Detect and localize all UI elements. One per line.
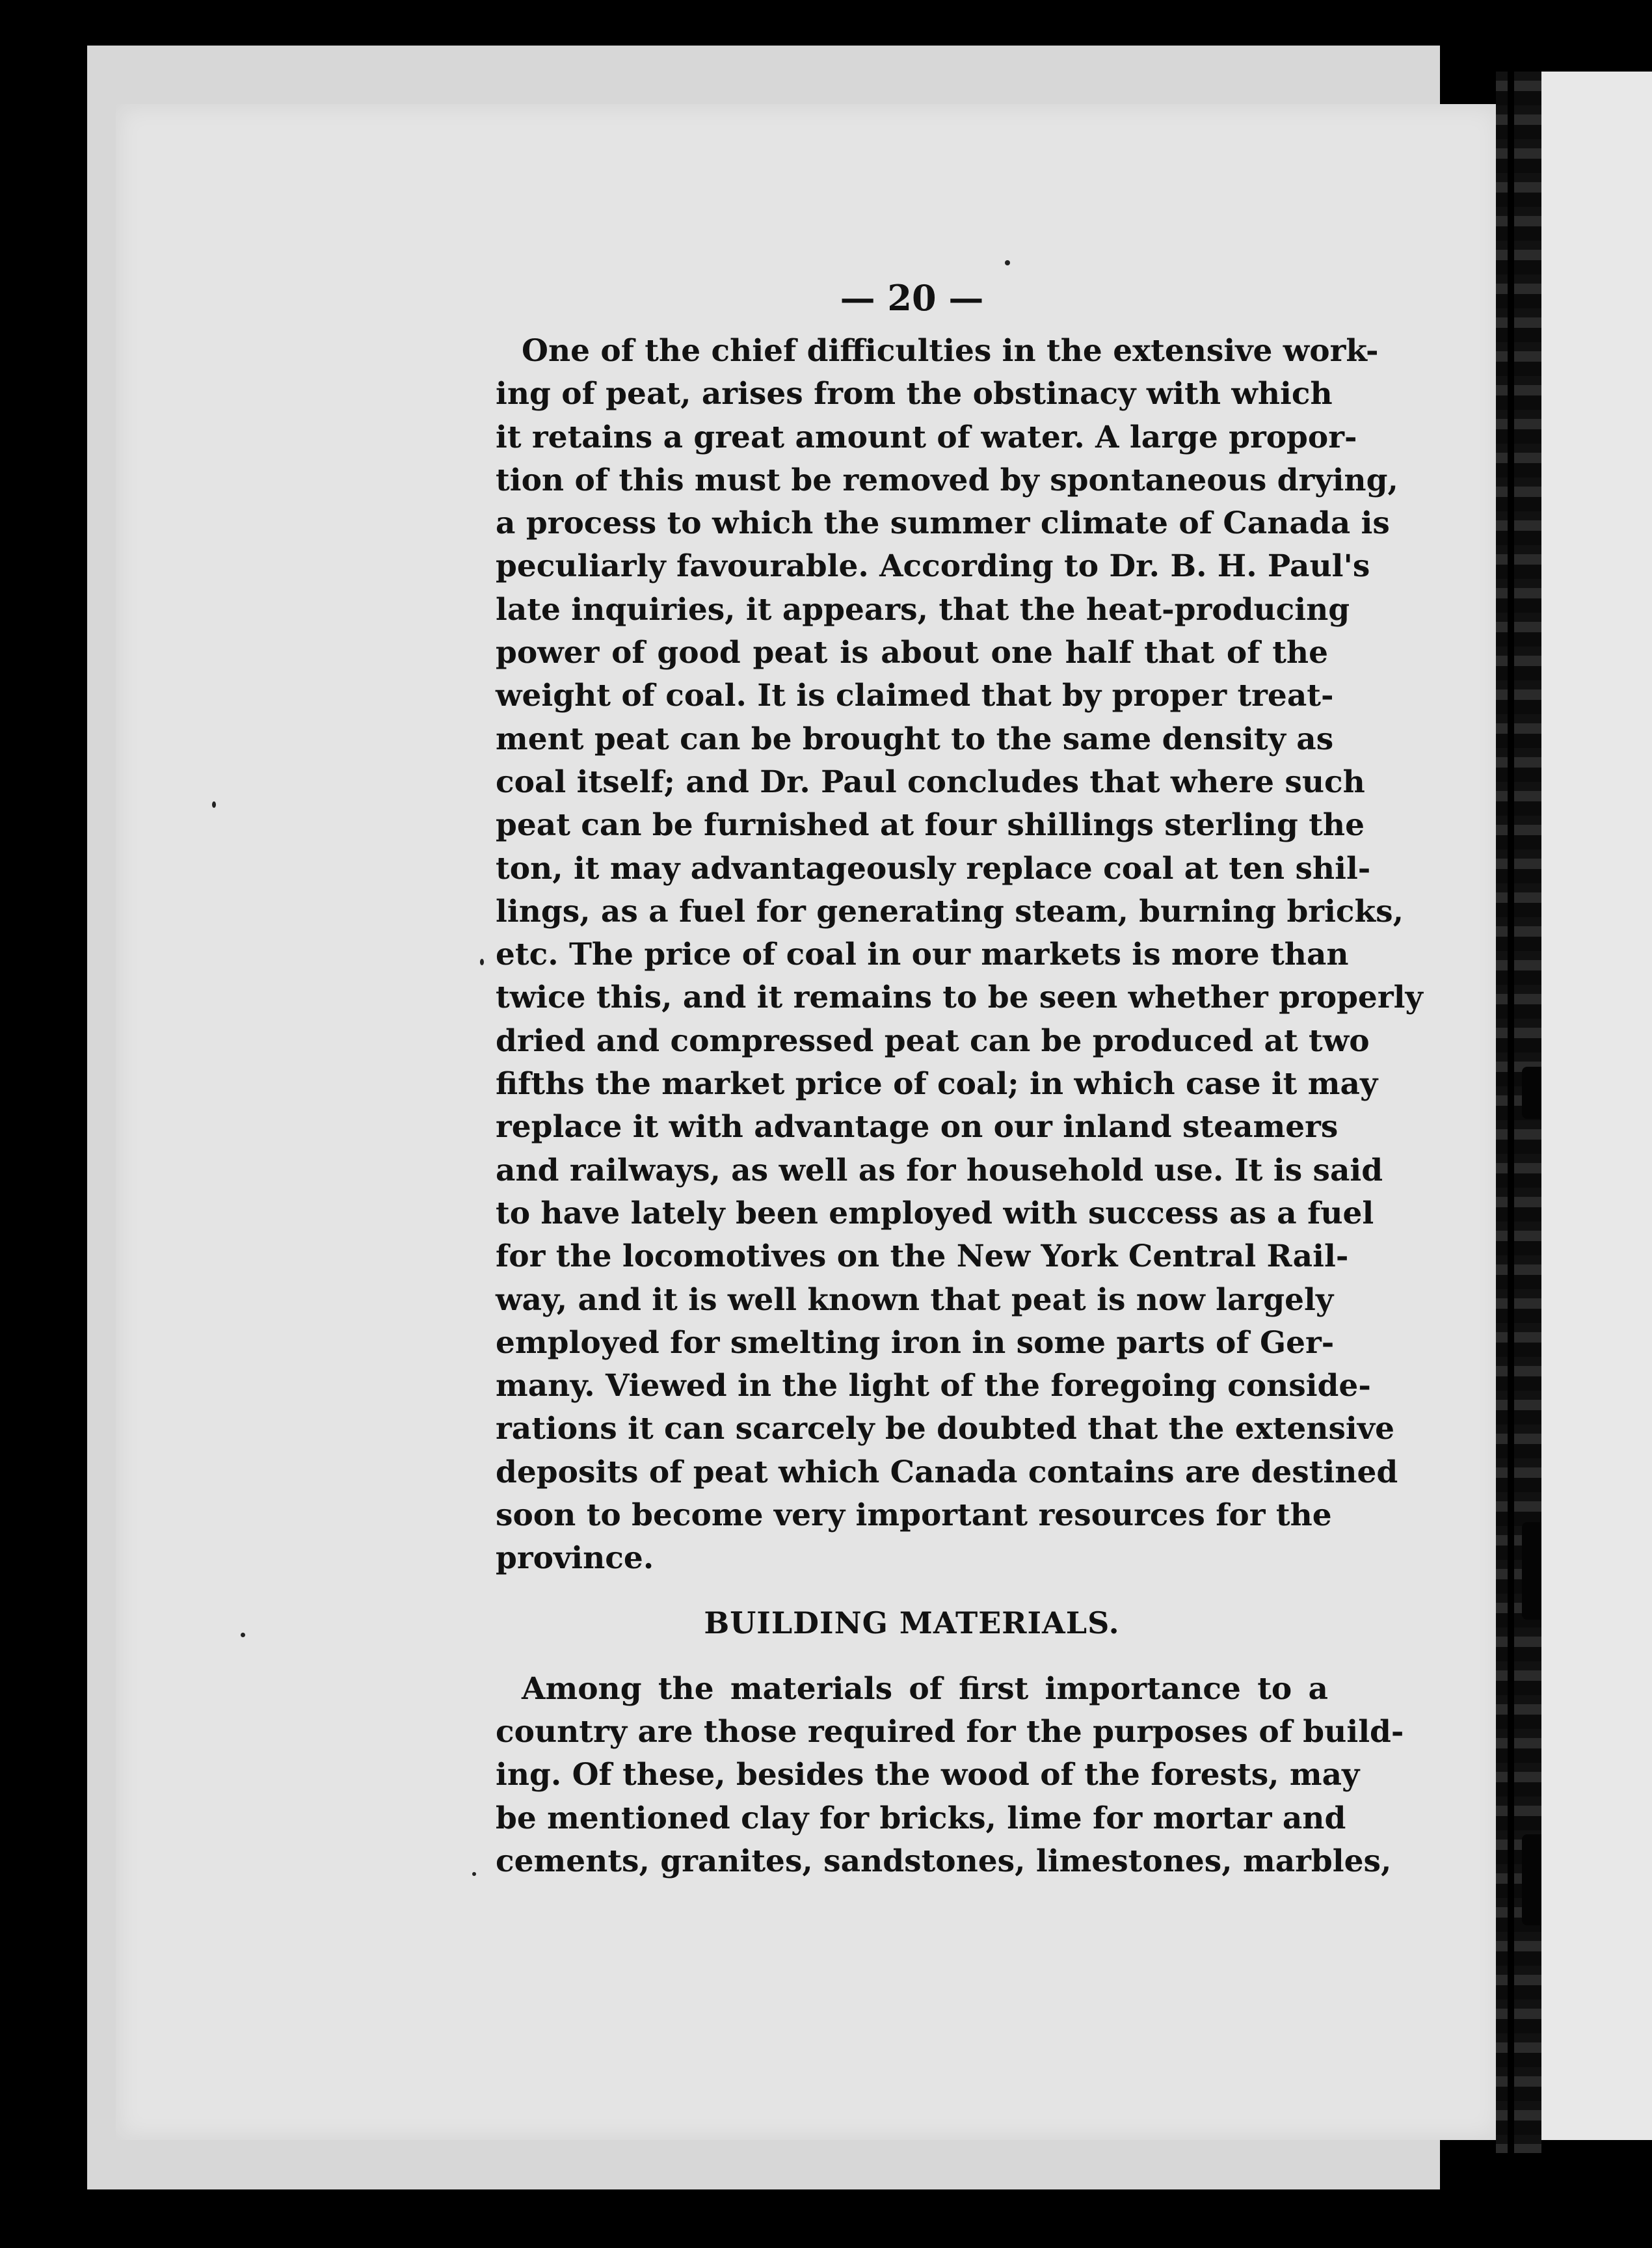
margin-speck (472, 1872, 476, 1876)
text-line: be mentioned clay for bricks, lime for mortar and (496, 1800, 1346, 1836)
text-line: deposits of peat which Canada contains are destined (496, 1454, 1398, 1490)
text-line: power of good peat is about one half that of the (496, 635, 1328, 671)
page-text (496, 276, 1423, 1883)
text-line: etc. The price of coal in our markets is more than (496, 937, 1349, 973)
text-line: a process to which the summer climate of Canada is (496, 505, 1390, 542)
text-line: One of the chief difficulties in the extensive work- (522, 333, 1379, 369)
text-line: many. Viewed in the light of the foregoing conside- (496, 1368, 1371, 1404)
text-line: employed for smelting iron in some parts of Ger- (496, 1324, 1335, 1361)
margin-speck (480, 959, 484, 965)
text-line: ing of peat, arises from the obstinacy with which (496, 376, 1333, 412)
text-line: soon to become very important resources for the (496, 1497, 1332, 1534)
text-line: way, and it is well known that peat is now largely (496, 1281, 1334, 1318)
text-line: coal itself; and Dr. Paul concludes that where such (496, 764, 1365, 800)
text-line: to have lately been employed with success as a fuel (496, 1195, 1374, 1231)
margin-speck (241, 1633, 245, 1637)
text-line: and railways, as well as for household use. It is said (496, 1152, 1383, 1188)
text-line: tion of this must be removed by spontaneous drying, (496, 462, 1398, 498)
text-line: it retains a great amount of water. A large propor- (496, 419, 1357, 455)
text-line: fifths the market price of coal; in which case it may (496, 1066, 1378, 1103)
page-number: — 20 — (840, 277, 984, 319)
text-line: ton, it may advantageously replace coal at ten shil- (496, 850, 1371, 887)
text-line: late inquiries, it appears, that the heat-producing (496, 591, 1350, 628)
margin-speck (1005, 260, 1010, 265)
text-line: province. (496, 1540, 654, 1577)
text-line: cements, granites, sandstones, limestones, marbles, (496, 1843, 1392, 1879)
text-line: rations it can scarcely be doubted that the extensive (496, 1411, 1395, 1447)
text-line: weight of coal. It is claimed that by proper treat- (496, 678, 1334, 714)
text-line: dried and compressed peat can be produced at two (496, 1023, 1370, 1059)
text-line: country are those required for the purposes of build- (496, 1713, 1404, 1750)
text-line: lings, as a fuel for generating steam, burning bricks, (496, 893, 1404, 930)
facing-page (1541, 72, 1652, 2140)
text-line: peculiarly favourable. According to Dr. B. H. Paul's (496, 548, 1370, 585)
text-line: replace it with advantage on our inland steamers (496, 1109, 1339, 1145)
paragraph-building-materials (496, 1668, 1404, 1883)
text-line: for the locomotives on the New York Central Rail- (496, 1238, 1349, 1275)
text-line: ing. Of these, besides the wood of the forests, may (496, 1757, 1360, 1793)
text-line: ment peat can be brought to the same density as (496, 721, 1334, 757)
paragraph-peat (496, 330, 1423, 1581)
text-line: Among the materials of first importance to a (522, 1670, 1328, 1707)
section-heading: BUILDING MATERIALS. (704, 1605, 1120, 1640)
margin-speck (212, 801, 216, 808)
text-line: peat can be furnished at four shillings sterling the (496, 807, 1365, 844)
text-line: twice this, and it remains to be seen whether properly (496, 980, 1423, 1016)
